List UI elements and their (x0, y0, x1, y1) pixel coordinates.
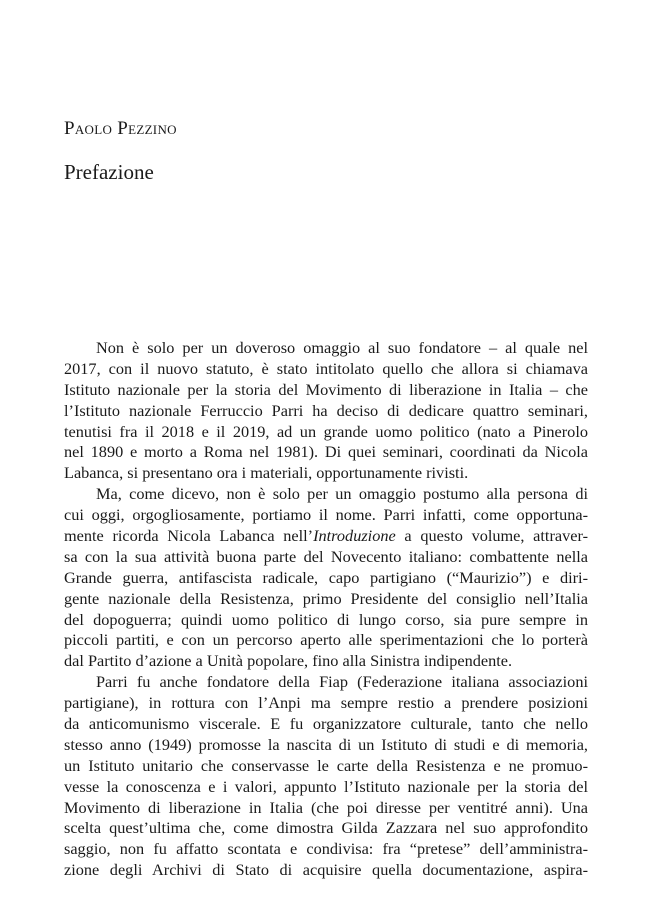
body-text (64, 338, 588, 881)
text-line: Ma, come dicevo, non è solo per un omaggio postumo alla persona di (96, 484, 588, 504)
text-line: del dopoguerra; quindi uomo politico di lungo corso, sia pure sempre in (64, 609, 588, 629)
text-line: piccoli partiti, e con un percorso aperto alle sperimentazioni che lo porterà (64, 630, 588, 650)
author-name: Paolo Pezzino (64, 118, 177, 139)
text-line: da anticomunismo viscerale. E fu organizzatore culturale, tanto che nello (64, 714, 588, 734)
italic-title: Introduzione (313, 526, 396, 546)
text-segment: a questo volume, attraver- (395, 526, 588, 546)
text-line: Parri fu anche fondatore della Fiap (Federazione italiana associazioni (96, 672, 588, 692)
text-line: un Istituto unitario che conservasse le carte della Resistenza e ne promuo- (64, 755, 588, 775)
text-line: saggio, non fu affatto scontata e condivisa: fra “pretese” dell’amministra- (64, 839, 588, 859)
text-line: cui oggi, orgogliosamente, portiamo il nome. Parri infatti, come opportuna- (64, 505, 588, 525)
text-line: Movimento di liberazione in Italia (che poi diresse per ventitré anni). Una (64, 797, 588, 817)
text-line: gente nazionale della Resistenza, primo Presidente del consiglio nell’Italia (64, 588, 588, 608)
text-line: dal Partito d’azione a Unità popolare, fino alla Sinistra indipendente. (64, 651, 513, 671)
text-line: scelta quest’ultima che, come dimostra Gilda Zazzara nel suo approfondito (64, 818, 588, 838)
text-line: Grande guerra, antifascista radicale, capo partigiano (“Maurizio”) e diri- (64, 567, 588, 587)
text-segment: mente ricorda Nicola Labanca nell’ (64, 526, 314, 546)
chapter-title: Prefazione (64, 160, 154, 184)
text-line: vesse la conoscenza e i valori, appunto l’Istituto nazionale per la storia del (64, 776, 588, 796)
text-line: zione degli Archivi di Stato di acquisire quella documentazione, aspira- (64, 860, 588, 880)
text-line: nel 1890 e morto a Roma nel 1981). Di quei seminari, coordinati da Nicola (64, 442, 588, 462)
text-line: 2017, con il nuovo statuto, è stato intitolato quello che allora si chiamava (64, 358, 588, 378)
text-line: partigiane), in rottura con l’Anpi ma sempre restio a prendere posizioni (64, 693, 588, 713)
text-line: stesso anno (1949) promosse la nascita di un Istituto di studi e di memoria, (64, 734, 588, 754)
text-line: Istituto nazionale per la storia del Movimento di liberazione in Italia – che (64, 379, 588, 399)
text-line: l’Istituto nazionale Ferruccio Parri ha deciso di dedicare quattro seminari, (64, 400, 588, 420)
text-line: Non è solo per un doveroso omaggio al suo fondatore – al quale nel (96, 338, 588, 357)
text-line: sa con la sua attività buona parte del Novecento italiano: combattente nella (64, 546, 588, 566)
text-line (64, 526, 588, 547)
text-line: tenutisi fra il 2018 e il 2019, ad un grande uomo politico (nato a Pinerolo (64, 421, 588, 441)
text-line: Labanca, si presentano ora i materiali, opportunamente rivisti. (64, 463, 469, 483)
